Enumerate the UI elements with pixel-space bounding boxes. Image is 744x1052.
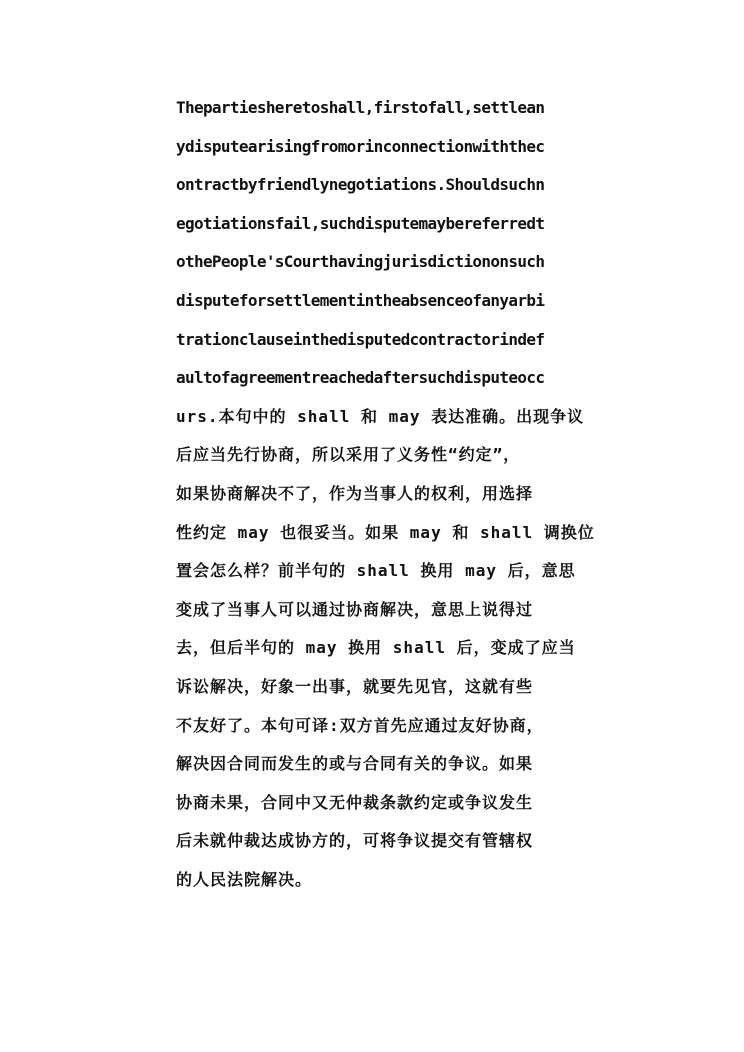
text-line: 不友好了。本句可译:双方首先应通过友好协商，: [176, 715, 544, 735]
text-line: disputeforsettlementintheabsenceofanyarbi: [176, 290, 545, 310]
text-line: urs.本句中的 shall 和 may 表达准确。出现争议: [176, 406, 585, 426]
text-line: ontractbyfriendlynegotiations.Shouldsuchn: [176, 175, 545, 195]
text-line: egotiationsfail,suchdisputemaybereferredt: [176, 213, 545, 233]
text-line: 变成了当事人可以通过协商解决，意思上说得过: [176, 599, 534, 619]
text-line: 后未就仲裁达成协方的，可将争议提交有管辖权: [176, 831, 534, 851]
text-line: 置会怎么样？前半句的 shall 换用 may 后，意思: [176, 561, 576, 581]
body-text: [176, 96, 595, 906]
text-line: 如果协商解决不了，作为当事人的权利，用选择: [176, 483, 534, 503]
text-line: trationclauseinthedisputedcontractorindef: [176, 329, 545, 349]
text-line: 去，但后半句的 may 换用 shall 后，变成了应当: [176, 638, 576, 658]
text-line: 诉讼解决，好象一出事，就要先见官，这就有些: [176, 676, 534, 696]
text-line: 的人民法院解决。: [176, 869, 313, 889]
text-line: Thepartiesheretoshall,firstofall,settlean: [176, 98, 545, 117]
text-line: 协商未果，合同中又无仲裁条款约定或争议发生: [176, 792, 534, 812]
text-line: aultofagreementreachedaftersuchdisputeocc: [176, 368, 545, 388]
text-line: othePeople'sCourthavingjurisdictiononsuch: [176, 252, 545, 272]
text-line: ydisputearisingfromorinconnectionwiththec: [176, 136, 545, 156]
text-line: 后应当先行协商，所以采用了义务性“约定”，: [176, 445, 521, 465]
text-line: 性约定 may 也很妥当。如果 may 和 shall 调换位: [176, 522, 595, 542]
text-line: 解决因合同而发生的或与合同有关的争议。如果: [176, 754, 534, 774]
